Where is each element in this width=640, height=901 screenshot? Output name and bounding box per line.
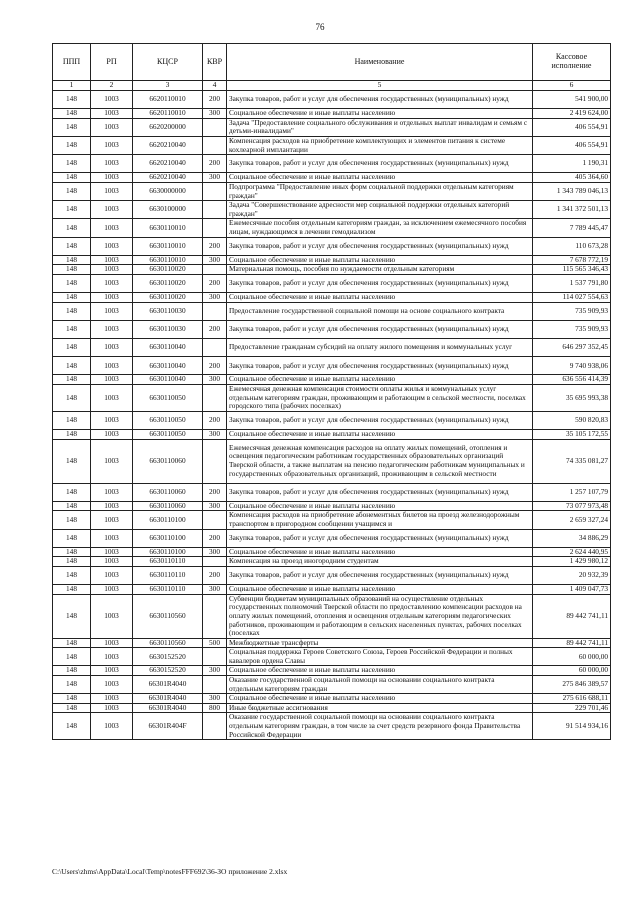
table-row: [53, 594, 611, 638]
cell-name: Социальное обеспечение и иные выплаты населению: [227, 585, 533, 595]
cell-rp: 1003: [91, 255, 133, 265]
column-number-row: [53, 81, 611, 91]
cell-ppp: 148: [53, 638, 91, 648]
cell-kvr: [203, 594, 227, 638]
cell-amount: 1 341 372 501,13: [533, 201, 611, 219]
cell-kvr: 300: [203, 429, 227, 439]
cell-rp: 1003: [91, 429, 133, 439]
cell-name: Ежемесячная денежная компенсация стоимости оплаты жилья и коммунальных услуг отдельным категориям граждан, проживающим и работающим в сельской местности, поселках городского типа (рабочих поселках): [227, 385, 533, 412]
table-row: [53, 182, 611, 200]
table-row: [53, 429, 611, 439]
cell-kvr: 200: [203, 155, 227, 173]
cell-rp: 1003: [91, 483, 133, 501]
header-amount: Кассовое исполнение: [533, 44, 611, 81]
cell-kcsr: 6630110050: [133, 429, 203, 439]
cell-kcsr: 6630110050: [133, 411, 203, 429]
table-row: [53, 237, 611, 255]
cell-ppp: 148: [53, 182, 91, 200]
table-row: [53, 136, 611, 154]
cell-kcsr: 66301R4040: [133, 676, 203, 694]
cell-amount: 735 909,93: [533, 320, 611, 338]
column-number: 1: [53, 81, 91, 91]
cell-name: Межбюджетные трансферты: [227, 638, 533, 648]
cell-amount: 1 409 047,73: [533, 585, 611, 595]
cell-rp: 1003: [91, 439, 133, 483]
header-name: Наименование: [227, 44, 533, 81]
table-row: [53, 109, 611, 119]
cell-ppp: 148: [53, 173, 91, 183]
cell-rp: 1003: [91, 118, 133, 136]
cell-name: Закупка товаров, работ и услуг для обеспечения государственных (муниципальных) нужд: [227, 237, 533, 255]
cell-amount: 646 297 352,45: [533, 339, 611, 357]
cell-kcsr: 6620110010: [133, 91, 203, 109]
cell-kvr: 200: [203, 91, 227, 109]
cell-amount: 9 740 938,06: [533, 357, 611, 375]
cell-amount: 275 616 688,11: [533, 694, 611, 704]
cell-ppp: 148: [53, 155, 91, 173]
cell-ppp: 148: [53, 255, 91, 265]
cell-rp: 1003: [91, 357, 133, 375]
cell-ppp: 148: [53, 648, 91, 666]
cell-kvr: 200: [203, 237, 227, 255]
cell-kcsr: 6630110110: [133, 557, 203, 567]
cell-kcsr: 6630110110: [133, 585, 203, 595]
cell-ppp: 148: [53, 666, 91, 676]
cell-amount: 1 343 789 046,13: [533, 182, 611, 200]
cell-amount: 74 335 081,27: [533, 439, 611, 483]
cell-ppp: 148: [53, 713, 91, 740]
cell-kcsr: 6630152520: [133, 666, 203, 676]
cell-name: Социальное обеспечение и иные выплаты населению: [227, 694, 533, 704]
cell-kcsr: 6630110040: [133, 339, 203, 357]
cell-name: Ежемесячная денежная компенсация расходов на оплату жилых помещений, отопления и освещения педагогическим работникам государственных образовательных организаций Тверской области, а также выплатам на пенсию педагогическим работникам муниципальных и государственных образовательных организаций, проживающим в сельской местности: [227, 439, 533, 483]
table-row: [53, 91, 611, 109]
cell-name: Закупка товаров, работ и услуг для обеспечения государственных (муниципальных) нужд: [227, 411, 533, 429]
column-number: 5: [227, 81, 533, 91]
table-row: [53, 666, 611, 676]
column-number: 4: [203, 81, 227, 91]
cell-rp: 1003: [91, 585, 133, 595]
cell-rp: 1003: [91, 339, 133, 357]
cell-name: Социальное обеспечение и иные выплаты населению: [227, 375, 533, 385]
cell-kcsr: 6630152520: [133, 648, 203, 666]
cell-amount: 60 000,00: [533, 666, 611, 676]
cell-amount: 590 820,83: [533, 411, 611, 429]
cell-kvr: [203, 219, 227, 237]
cell-kcsr: 6630110020: [133, 274, 203, 292]
cell-amount: 73 077 973,48: [533, 501, 611, 511]
cell-kvr: 500: [203, 638, 227, 648]
cell-amount: 229 701,46: [533, 703, 611, 713]
cell-rp: 1003: [91, 320, 133, 338]
header-kcsr: КЦСР: [133, 44, 203, 81]
cell-rp: 1003: [91, 566, 133, 584]
cell-kcsr: 6630110060: [133, 483, 203, 501]
cell-rp: 1003: [91, 557, 133, 567]
cell-kvr: 300: [203, 501, 227, 511]
cell-name: Компенсация расходов на приобретение абонементных билетов на проезд железнодорожным транспортом в пригородном сообщении учащимся и: [227, 511, 533, 529]
cell-name: Закупка товаров, работ и услуг для обеспечения государственных (муниципальных) нужд: [227, 357, 533, 375]
cell-rp: 1003: [91, 274, 133, 292]
cell-kvr: 300: [203, 375, 227, 385]
cell-kcsr: 6620110010: [133, 109, 203, 119]
cell-kvr: 300: [203, 109, 227, 119]
table-row: [53, 694, 611, 704]
cell-amount: 89 442 741,11: [533, 594, 611, 638]
cell-amount: 2 419 624,00: [533, 109, 611, 119]
cell-kcsr: 6630000000: [133, 182, 203, 200]
cell-ppp: 148: [53, 676, 91, 694]
cell-kvr: 300: [203, 293, 227, 303]
cell-name: Оказание государственной социальной помощи на основании социального контракта отдельным категориям граждан: [227, 676, 533, 694]
cell-kvr: [203, 648, 227, 666]
cell-kcsr: 6630110020: [133, 293, 203, 303]
cell-kcsr: 6620210040: [133, 136, 203, 154]
column-number: 2: [91, 81, 133, 91]
table-row: [53, 219, 611, 237]
cell-kcsr: 6630110100: [133, 511, 203, 529]
budget-table: [52, 43, 611, 740]
cell-rp: 1003: [91, 676, 133, 694]
cell-ppp: 148: [53, 357, 91, 375]
header-rp: РП: [91, 44, 133, 81]
cell-ppp: 148: [53, 339, 91, 357]
cell-name: Социальное обеспечение и иные выплаты населению: [227, 293, 533, 303]
cell-amount: 110 673,28: [533, 237, 611, 255]
cell-amount: 735 909,93: [533, 302, 611, 320]
cell-rp: 1003: [91, 694, 133, 704]
page-number: 76: [315, 22, 325, 32]
table-row: [53, 339, 611, 357]
cell-amount: 1 257 107,79: [533, 483, 611, 501]
cell-amount: 405 364,60: [533, 173, 611, 183]
cell-kvr: [203, 201, 227, 219]
table-row: [53, 501, 611, 511]
cell-ppp: 148: [53, 109, 91, 119]
cell-kvr: 300: [203, 694, 227, 704]
cell-name: Компенсация расходов на приобретение комплектующих и элементов питания к системе кохлеарной имплантации: [227, 136, 533, 154]
column-number: 3: [133, 81, 203, 91]
cell-name: Социальное обеспечение и иные выплаты населению: [227, 429, 533, 439]
cell-amount: 35 695 993,38: [533, 385, 611, 412]
table-row: [53, 375, 611, 385]
table-row: [53, 529, 611, 547]
table-row: [53, 293, 611, 303]
cell-kvr: [203, 302, 227, 320]
cell-rp: 1003: [91, 638, 133, 648]
table-row: [53, 173, 611, 183]
cell-ppp: 148: [53, 274, 91, 292]
cell-rp: 1003: [91, 136, 133, 154]
table-row: [53, 255, 611, 265]
cell-ppp: 148: [53, 694, 91, 704]
cell-kcsr: 66301R4040: [133, 694, 203, 704]
cell-rp: 1003: [91, 703, 133, 713]
cell-amount: 541 900,00: [533, 91, 611, 109]
cell-name: Подпрограмма "Предоставление иных форм социальной поддержки отдельным категориям граждан": [227, 182, 533, 200]
cell-amount: 406 554,91: [533, 118, 611, 136]
cell-kvr: [203, 118, 227, 136]
cell-kvr: 200: [203, 320, 227, 338]
cell-kvr: 300: [203, 173, 227, 183]
cell-kcsr: 6620200000: [133, 118, 203, 136]
table-row: [53, 411, 611, 429]
table-row: [53, 357, 611, 375]
cell-rp: 1003: [91, 182, 133, 200]
cell-kcsr: 6630110020: [133, 265, 203, 275]
table-row: [53, 483, 611, 501]
cell-ppp: 148: [53, 439, 91, 483]
cell-rp: 1003: [91, 201, 133, 219]
cell-name: Задача "Совершенствование адресности мер социальной поддержки отдельных категорий граждан": [227, 201, 533, 219]
cell-ppp: 148: [53, 91, 91, 109]
table-row: [53, 703, 611, 713]
cell-kvr: [203, 385, 227, 412]
cell-name: Задача "Предоставление социального обслуживания и отдельных выплат инвалидам и семьям с детьми-инвалидами": [227, 118, 533, 136]
cell-kvr: 200: [203, 274, 227, 292]
cell-ppp: 148: [53, 557, 91, 567]
cell-rp: 1003: [91, 648, 133, 666]
cell-kvr: 300: [203, 255, 227, 265]
cell-ppp: 148: [53, 529, 91, 547]
cell-rp: 1003: [91, 375, 133, 385]
cell-amount: 7 678 772,19: [533, 255, 611, 265]
cell-name: Социальное обеспечение и иные выплаты населению: [227, 255, 533, 265]
cell-kcsr: 6630110010: [133, 255, 203, 265]
table-header-row: [53, 44, 611, 81]
cell-rp: 1003: [91, 237, 133, 255]
cell-ppp: 148: [53, 237, 91, 255]
cell-kcsr: 6630110560: [133, 638, 203, 648]
cell-ppp: 148: [53, 501, 91, 511]
cell-name: Социальная поддержка Героев Советского Союза, Героев Российской Федерации и полных кавалеров ордена Славы: [227, 648, 533, 666]
cell-name: Социальное обеспечение и иные выплаты населению: [227, 501, 533, 511]
cell-kcsr: 6630110560: [133, 594, 203, 638]
cell-amount: 1 429 980,12: [533, 557, 611, 567]
cell-amount: 60 000,00: [533, 648, 611, 666]
table-row: [53, 302, 611, 320]
cell-rp: 1003: [91, 109, 133, 119]
cell-name: Субвенции бюджетам муниципальных образований на осуществление отдельных государственных полномочий Тверской области по предоставлению компенсации расходов на оплату жилых помещений, отопления и освещения отдельным категориям педагогических работников, проживающим и работающим в сельских населенных пунктах, рабочих поселках (поселках: [227, 594, 533, 638]
cell-kvr: 200: [203, 357, 227, 375]
cell-ppp: 148: [53, 265, 91, 275]
table-row: [53, 566, 611, 584]
cell-kvr: [203, 439, 227, 483]
cell-kvr: 200: [203, 529, 227, 547]
cell-ppp: 148: [53, 201, 91, 219]
cell-amount: 7 789 445,47: [533, 219, 611, 237]
cell-ppp: 148: [53, 429, 91, 439]
cell-amount: 115 565 346,43: [533, 265, 611, 275]
cell-amount: 34 886,29: [533, 529, 611, 547]
cell-ppp: 148: [53, 219, 91, 237]
table-row: [53, 511, 611, 529]
cell-name: Оказание государственной социальной помощи на основании социального контракта отдельным категориям граждан, в том числе за счет средств резервного фонда Правительства Российской Федерации: [227, 713, 533, 740]
cell-amount: 89 442 741,11: [533, 638, 611, 648]
cell-kcsr: 6630110100: [133, 529, 203, 547]
cell-rp: 1003: [91, 666, 133, 676]
cell-name: Социальное обеспечение и иные выплаты населению: [227, 109, 533, 119]
cell-amount: 636 556 414,39: [533, 375, 611, 385]
table-row: [53, 274, 611, 292]
cell-name: Иные бюджетные ассигнования: [227, 703, 533, 713]
cell-kvr: [203, 511, 227, 529]
table-row: [53, 265, 611, 275]
cell-amount: 2 624 440,95: [533, 547, 611, 557]
cell-kvr: 300: [203, 547, 227, 557]
cell-amount: 20 932,39: [533, 566, 611, 584]
cell-name: Закупка товаров, работ и услуг для обеспечения государственных (муниципальных) нужд: [227, 155, 533, 173]
cell-kcsr: 6630110060: [133, 501, 203, 511]
table-row: [53, 201, 611, 219]
table-row: [53, 676, 611, 694]
table-row: [53, 385, 611, 412]
table-row: [53, 638, 611, 648]
header-kvr: КВР: [203, 44, 227, 81]
cell-name: Закупка товаров, работ и услуг для обеспечения государственных (муниципальных) нужд: [227, 483, 533, 501]
cell-ppp: 148: [53, 320, 91, 338]
cell-kvr: [203, 265, 227, 275]
cell-name: Предоставление государственной социальной помощи на основе социального контракта: [227, 302, 533, 320]
cell-ppp: 148: [53, 547, 91, 557]
table-row: [53, 118, 611, 136]
cell-rp: 1003: [91, 411, 133, 429]
cell-rp: 1003: [91, 529, 133, 547]
cell-kcsr: 6630110110: [133, 566, 203, 584]
cell-rp: 1003: [91, 385, 133, 412]
cell-kvr: [203, 339, 227, 357]
cell-kvr: [203, 557, 227, 567]
cell-ppp: 148: [53, 302, 91, 320]
cell-kcsr: 6630110030: [133, 320, 203, 338]
cell-kvr: 200: [203, 566, 227, 584]
cell-name: Социальное обеспечение и иные выплаты населению: [227, 547, 533, 557]
cell-rp: 1003: [91, 547, 133, 557]
cell-kcsr: 6630100000: [133, 201, 203, 219]
cell-kcsr: 6630110100: [133, 547, 203, 557]
cell-ppp: 148: [53, 594, 91, 638]
cell-kvr: [203, 136, 227, 154]
cell-ppp: 148: [53, 511, 91, 529]
cell-name: Компенсация на проезд иногородним студентам: [227, 557, 533, 567]
cell-amount: 1 537 791,80: [533, 274, 611, 292]
cell-rp: 1003: [91, 91, 133, 109]
cell-kcsr: 6630110040: [133, 375, 203, 385]
cell-rp: 1003: [91, 155, 133, 173]
cell-amount: 2 659 327,24: [533, 511, 611, 529]
cell-ppp: 148: [53, 411, 91, 429]
cell-name: Предоставление гражданам субсидий на оплату жилого помещения и коммунальных услуг: [227, 339, 533, 357]
cell-ppp: 148: [53, 703, 91, 713]
cell-kcsr: 66301R4040: [133, 703, 203, 713]
header-ppp: ППП: [53, 44, 91, 81]
cell-amount: 114 027 554,63: [533, 293, 611, 303]
cell-kcsr: 6630110010: [133, 219, 203, 237]
cell-name: Материальная помощь, пособия по нуждаемости отдельным категориям: [227, 265, 533, 275]
file-path-footer: C:\Users\zhms\AppData\Local\Temp\notesFFF692\36-ЗО приложение 2.xlsx: [52, 867, 288, 876]
cell-name: Социальное обеспечение и иные выплаты населению: [227, 173, 533, 183]
cell-amount: 91 514 934,16: [533, 713, 611, 740]
cell-amount: 275 846 389,57: [533, 676, 611, 694]
table-row: [53, 155, 611, 173]
cell-ppp: 148: [53, 375, 91, 385]
cell-ppp: 148: [53, 293, 91, 303]
cell-name: Ежемесячные пособия отдельным категориям граждан, за исключением ежемесячного пособия лицам, нуждающимся в лечении гемодиализом: [227, 219, 533, 237]
cell-rp: 1003: [91, 501, 133, 511]
cell-name: Закупка товаров, работ и услуг для обеспечения государственных (муниципальных) нужд: [227, 91, 533, 109]
cell-rp: 1003: [91, 594, 133, 638]
cell-rp: 1003: [91, 219, 133, 237]
cell-kcsr: 66301R404F: [133, 713, 203, 740]
table-row: [53, 439, 611, 483]
cell-name: Закупка товаров, работ и услуг для обеспечения государственных (муниципальных) нужд: [227, 274, 533, 292]
cell-kcsr: 6620210040: [133, 155, 203, 173]
cell-rp: 1003: [91, 511, 133, 529]
cell-rp: 1003: [91, 293, 133, 303]
table-row: [53, 713, 611, 740]
cell-kvr: [203, 676, 227, 694]
cell-kcsr: 6630110010: [133, 237, 203, 255]
cell-kcsr: 6630110050: [133, 385, 203, 412]
cell-name: Закупка товаров, работ и услуг для обеспечения государственных (муниципальных) нужд: [227, 320, 533, 338]
cell-kvr: [203, 182, 227, 200]
cell-name: Закупка товаров, работ и услуг для обеспечения государственных (муниципальных) нужд: [227, 566, 533, 584]
cell-rp: 1003: [91, 713, 133, 740]
table-row: [53, 547, 611, 557]
cell-amount: 406 554,91: [533, 136, 611, 154]
cell-ppp: 148: [53, 385, 91, 412]
cell-kvr: 300: [203, 585, 227, 595]
cell-name: Социальное обеспечение и иные выплаты населению: [227, 666, 533, 676]
cell-ppp: 148: [53, 118, 91, 136]
cell-ppp: 148: [53, 585, 91, 595]
table-row: [53, 320, 611, 338]
cell-kvr: 200: [203, 483, 227, 501]
cell-name: Закупка товаров, работ и услуг для обеспечения государственных (муниципальных) нужд: [227, 529, 533, 547]
cell-kvr: 200: [203, 411, 227, 429]
cell-kvr: 800: [203, 703, 227, 713]
cell-ppp: 148: [53, 566, 91, 584]
cell-amount: 35 105 172,55: [533, 429, 611, 439]
cell-amount: 1 190,31: [533, 155, 611, 173]
cell-kvr: [203, 713, 227, 740]
cell-ppp: 148: [53, 136, 91, 154]
cell-kcsr: 6630110030: [133, 302, 203, 320]
column-number: 6: [533, 81, 611, 91]
cell-kcsr: 6630110060: [133, 439, 203, 483]
cell-ppp: 148: [53, 483, 91, 501]
table-row: [53, 585, 611, 595]
table-row: [53, 557, 611, 567]
cell-kvr: 300: [203, 666, 227, 676]
cell-kcsr: 6620210040: [133, 173, 203, 183]
cell-rp: 1003: [91, 302, 133, 320]
cell-rp: 1003: [91, 265, 133, 275]
cell-rp: 1003: [91, 173, 133, 183]
table-row: [53, 648, 611, 666]
cell-kcsr: 6630110040: [133, 357, 203, 375]
